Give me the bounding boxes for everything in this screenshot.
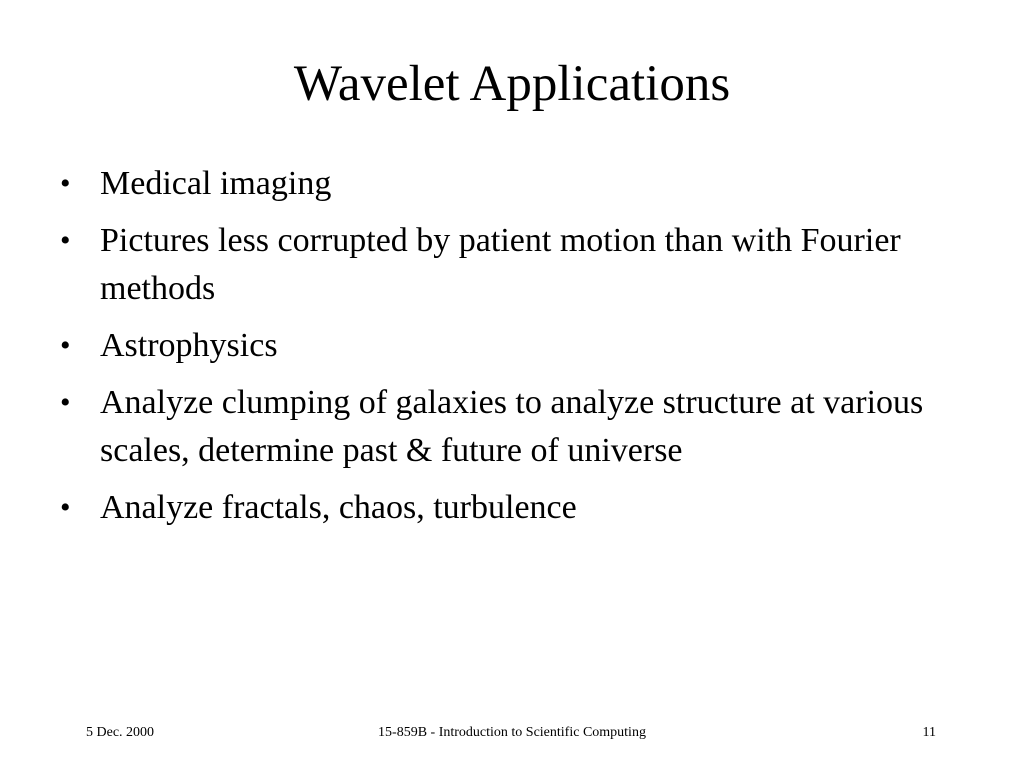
bullet-icon: • (60, 329, 71, 362)
slide-title: Wavelet Applications (293, 56, 731, 112)
bullet-item (60, 484, 960, 532)
bullet-list (60, 160, 960, 541)
bullet-text: Analyze fractals, chaos, turbulence (100, 489, 577, 526)
bullet-icon: • (60, 491, 71, 524)
bullet-text: Astrophysics (100, 327, 278, 364)
bullet-text: Analyze clumping of galaxies to analyze structure at various scales, determine past & future of universe (100, 384, 924, 469)
footer-date: 5 Dec. 2000 (86, 725, 155, 740)
bullet-text: Medical imaging (100, 165, 332, 202)
bullet-item (60, 160, 960, 208)
bullet-item (60, 322, 960, 370)
footer-course-title: 15-859B - Introduction to Scientific Computing (378, 725, 646, 740)
bullet-icon: • (60, 167, 71, 200)
footer-page-number: 11 (922, 725, 936, 740)
bullet-text: Pictures less corrupted by patient motion than with Fourier methods (100, 222, 901, 307)
bullet-icon: • (60, 386, 71, 419)
bullet-item (60, 217, 960, 313)
bullet-item (60, 379, 960, 475)
bullet-icon: • (60, 224, 71, 257)
